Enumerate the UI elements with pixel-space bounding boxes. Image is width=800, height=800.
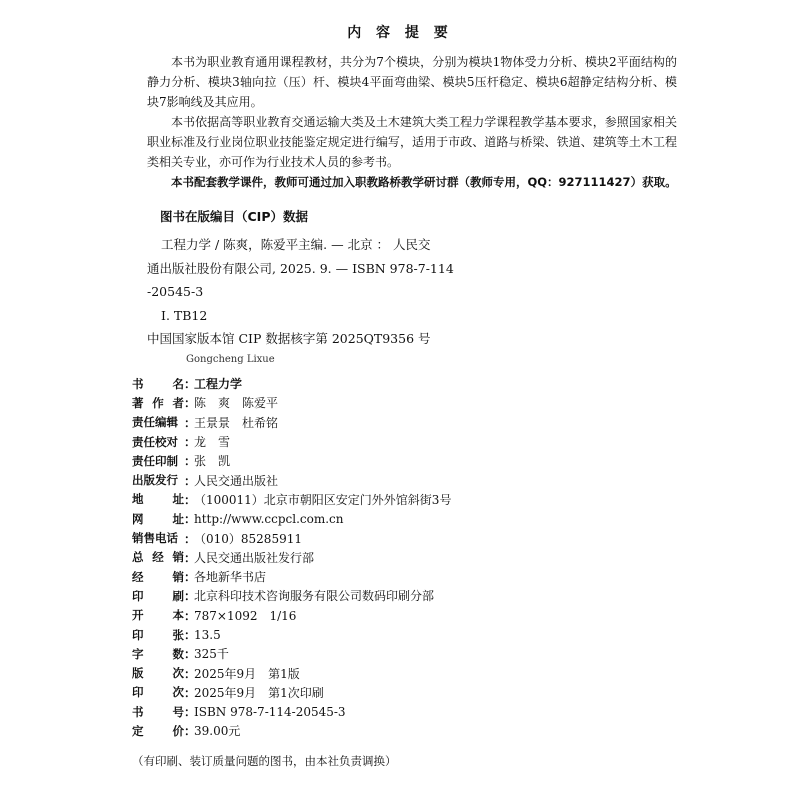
cip-line-3: -20545-3 [147, 284, 204, 299]
info-colon: ： [184, 647, 197, 662]
info-colon: ： [184, 415, 197, 430]
info-label-part: 销 [172, 550, 184, 565]
info-label [132, 704, 184, 720]
info-label-part: 开 [132, 608, 144, 623]
info-label [132, 607, 184, 623]
summary-paragraph-1: 本书为职业教育通用课程教材，共分为7个模块，分别为模块1物体受力分析、模块2平面结构的静力分析、模块3轴向拉（压）杆、模块4平面弯曲梁、模块5压杆稳定、模块6超静定结构分析、模块7影响线及其应用。 [147, 55, 677, 109]
info-label-part: 号 [172, 704, 184, 719]
info-label [132, 569, 184, 585]
info-colon: ： [184, 685, 197, 700]
info-label-part: 出版发行 [132, 473, 178, 488]
info-label [132, 395, 184, 411]
info-value: 787×1092 1/16 [194, 608, 297, 623]
info-label-part: 地 [132, 492, 144, 507]
info-row [132, 586, 672, 605]
info-row [132, 702, 672, 721]
info-label-part: 次 [172, 666, 184, 681]
cip-data-block [147, 233, 487, 351]
info-label-part: 书 [132, 704, 144, 719]
info-label-part: 销售电话 [132, 531, 178, 546]
info-label [132, 530, 184, 546]
content-summary [147, 52, 677, 192]
info-colon: ： [184, 435, 197, 450]
info-label-part: 销 [172, 569, 184, 584]
info-label-part: 经 [132, 569, 144, 584]
info-colon: ： [184, 570, 197, 585]
info-label-part: 总 [132, 550, 144, 565]
info-row [132, 432, 672, 451]
info-label-part: 刷 [172, 588, 184, 603]
info-label-part: 本 [172, 608, 184, 623]
info-value: （100011）北京市朝阳区安定门外外馆斜街3号 [194, 492, 452, 507]
info-colon: ： [184, 531, 197, 546]
info-row [132, 567, 672, 586]
cip-line-4: Ⅰ. TB12 [161, 307, 208, 323]
info-label-part: 张 [172, 627, 184, 642]
info-label [132, 684, 184, 700]
info-label-part: 次 [172, 685, 184, 700]
info-colon: ： [184, 512, 197, 527]
info-value: 工程力学 [194, 377, 243, 392]
info-label-part: 印 [132, 588, 144, 603]
info-label-part: 网 [132, 511, 144, 526]
info-colon: ： [184, 550, 197, 565]
info-value: 陈 爽 陈爱平 [194, 396, 279, 411]
info-row [132, 451, 672, 470]
info-row [132, 470, 672, 489]
info-value: 王景景 杜希铭 [194, 415, 279, 430]
title-pinyin: Gongcheng Lixue [186, 354, 275, 365]
info-value: 张 凯 [194, 454, 231, 469]
info-label [132, 453, 184, 469]
cip-line-5: 中国国家版本馆 CIP 数据核字第 2025QT9356 号 [147, 331, 431, 346]
cip-title: 图书在版编目（CIP）数据 [160, 209, 308, 224]
info-label-part: 版 [132, 666, 144, 681]
publication-info-list [132, 374, 672, 741]
info-label-part: 定 [132, 723, 144, 738]
info-row [132, 509, 672, 528]
info-label [132, 414, 184, 430]
info-row [132, 625, 672, 644]
info-row [132, 721, 672, 740]
info-label-part: 经 [152, 550, 164, 565]
info-value: ISBN 978-7-114-20545-3 [194, 704, 346, 719]
cip-line-1: 工程力学 / 陈爽，陈爱平主编. — 北京 ： 人民交 [161, 237, 431, 252]
info-row [132, 644, 672, 663]
info-value: （010）85285911 [194, 531, 302, 546]
info-colon: ： [184, 628, 197, 642]
info-colon: ： [184, 724, 197, 739]
info-label [132, 472, 184, 488]
info-label [132, 511, 184, 527]
info-label-part: 责任校对 [132, 434, 178, 449]
info-value: 2025年9月 第1版 [194, 666, 300, 681]
info-label-part: 责任编辑 [132, 415, 178, 430]
info-label-part: 数 [172, 646, 184, 661]
info-row [132, 663, 672, 682]
info-value: 人民交通出版社 [194, 473, 279, 488]
info-value: 2025年9月 第1次印刷 [194, 685, 324, 700]
info-label [132, 434, 184, 450]
courseware-note: 本书配套教学课件，教师可通过加入职教路桥教学研讨群（教师专用，QQ：927111427）获取。 [171, 175, 677, 189]
summary-paragraph-2: 本书依据高等职业教育交通运输大类及土木建筑大类工程力学课程教学基本要求，参照国家相关职业标准及行业岗位职业技能鉴定规定进行编写，适用于市政、道路与桥梁、铁道、建筑等土木工程类相关专业，亦可作为行业技术人员的参考书。 [147, 115, 677, 169]
info-colon: ： [184, 396, 197, 411]
info-label-part: 书 [132, 376, 144, 391]
info-label-part: 印 [132, 685, 144, 700]
info-label-part: 者 [172, 395, 184, 410]
info-label [132, 646, 184, 662]
info-row [132, 548, 672, 567]
summary-heading: 内 容 提 要 [347, 25, 453, 41]
info-label [132, 588, 184, 604]
info-row [132, 683, 672, 702]
info-value: 325千 [194, 647, 229, 662]
cip-line-2: 通出版社股份有限公司, 2025. 9. — ISBN 978-7-114 [147, 260, 454, 276]
info-label-part: 印 [132, 627, 144, 642]
info-colon: ： [184, 666, 197, 681]
info-label [132, 723, 184, 739]
info-label [132, 376, 184, 392]
info-label [132, 549, 184, 565]
info-value: http://www.ccpcl.com.cn [194, 511, 344, 526]
info-label [132, 627, 184, 643]
info-label-part: 址 [172, 511, 184, 526]
info-value: 13.5 [194, 627, 221, 642]
info-label-part: 价 [172, 723, 184, 738]
info-value: 人民交通出版社发行部 [194, 550, 315, 565]
info-value: 龙 雪 [194, 435, 231, 450]
info-label-part: 址 [172, 492, 184, 507]
info-colon: ： [184, 608, 197, 623]
info-label-part: 字 [132, 646, 144, 661]
info-row [132, 374, 672, 393]
info-colon: ： [184, 492, 197, 507]
info-colon: ： [184, 454, 197, 469]
info-row [132, 413, 672, 432]
info-label-part: 名 [172, 376, 184, 391]
info-label-part: 作 [152, 395, 164, 410]
info-colon: ： [184, 705, 197, 720]
info-colon: ： [184, 589, 197, 604]
quality-footnote: （有印刷、装订质量问题的图书，由本社负责调换） [132, 754, 397, 768]
info-value: 北京科印技术咨询服务有限公司数码印刷分部 [194, 589, 435, 604]
info-label-part: 责任印制 [132, 453, 178, 468]
info-colon: ： [184, 473, 197, 488]
info-row [132, 490, 672, 509]
info-label-part: 著 [132, 395, 144, 410]
info-value: 各地新华书店 [194, 570, 267, 585]
info-row [132, 528, 672, 547]
info-colon: ： [184, 377, 197, 392]
info-label [132, 665, 184, 681]
info-label [132, 491, 184, 507]
info-row [132, 606, 672, 625]
info-value: 39.00元 [194, 724, 241, 739]
info-row [132, 393, 672, 412]
